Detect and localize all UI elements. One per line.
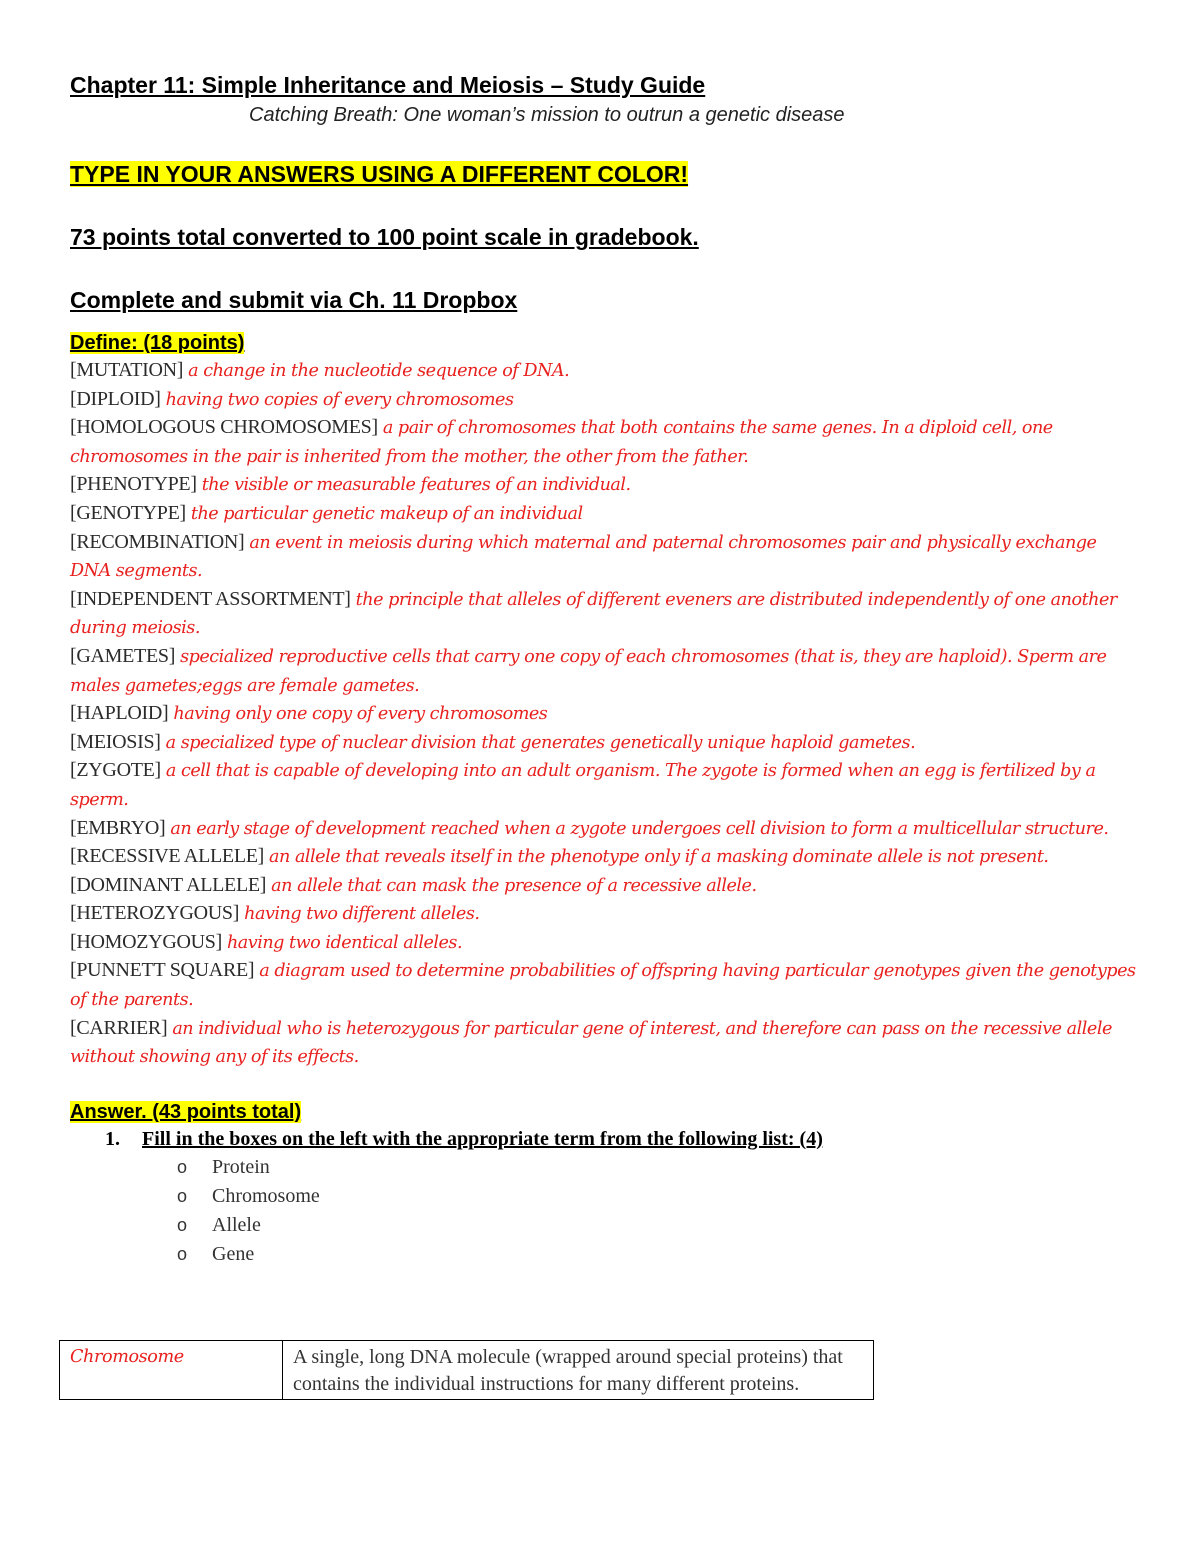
answer-table <box>59 1340 874 1400</box>
define-heading <box>70 330 1140 357</box>
definition-answer: having two different alleles. <box>244 904 480 925</box>
bullet-icon: o <box>177 1185 188 1206</box>
option-label: Chromosome <box>212 1184 320 1207</box>
definition-answer: specialized reproductive cells that carry one copy of each chromosomes (that is, they are haploid). Sperm are males gametes;eggs are female gametes. <box>70 646 1107 696</box>
definition-item <box>70 357 1140 386</box>
question-number: 1. <box>105 1127 120 1150</box>
definition-answer: a diagram used to determine probabilities of offspring having particular genotypes given the genotypes of the parents. <box>70 961 1136 1011</box>
list-item <box>70 1182 1140 1211</box>
option-label: Allele <box>212 1213 261 1236</box>
definition-item <box>70 757 1140 814</box>
document-page <box>70 70 1140 1269</box>
points-note: 73 points total converted to 100 point scale in gradebook. <box>70 224 699 250</box>
definition-term: [GAMETES] <box>70 644 176 667</box>
definition-term: [RECOMBINATION] <box>70 530 245 553</box>
definition-item <box>70 414 1140 471</box>
definition-term: [DOMINANT ALLELE] <box>70 873 267 896</box>
term-options-list <box>70 1153 1140 1269</box>
definition-item <box>70 900 1140 929</box>
option-label: Gene <box>212 1242 255 1265</box>
define-heading-text: Define: (18 points) <box>70 332 245 354</box>
page-title: Chapter 11: Simple Inheritance and Meiosis – Study Guide <box>70 72 706 98</box>
bullet-icon: o <box>177 1214 188 1235</box>
definition-item <box>70 529 1140 586</box>
definition-term: [CARRIER] <box>70 1016 168 1039</box>
definition-answer: the principle that alleles of different eveners are distributed independently of one another during meiosis. <box>70 589 1117 639</box>
definition-item <box>70 815 1140 844</box>
definition-answer: an early stage of development reached when a zygote undergoes cell division to form a multicellular structure. <box>170 818 1109 839</box>
definition-term: [PUNNETT SQUARE] <box>70 959 255 982</box>
definition-answer: a specialized type of nuclear division that generates genetically unique haploid gametes. <box>165 732 916 753</box>
definition-item <box>70 957 1140 1014</box>
definition-answer: a cell that is capable of developing into an adult organism. The zygote is formed when an egg is fertilized by a sperm. <box>70 761 1096 810</box>
definition-term: [HOMOZYGOUS] <box>70 930 222 953</box>
definition-term: [HETEROZYGOUS] <box>70 902 240 925</box>
definition-answer: an individual who is heterozygous for particular gene of interest, and therefore can pass on the recessive allele without showing any of its effects. <box>70 1018 1112 1068</box>
bullet-icon: o <box>177 1243 188 1264</box>
definition-term: [HAPLOID] <box>70 702 169 725</box>
instruction-banner <box>70 159 1140 189</box>
definition-answer: an event in meiosis during which maternal and paternal chromosomes pair and physically exchange DNA segments. <box>70 532 1097 582</box>
definition-answer: a pair of chromosomes that both contains the same genes. In a diploid cell, one chromosomes in the pair is inherited from the mother, the other from the father. <box>70 418 1053 467</box>
definition-term: [HOMOLOGOUS CHROMOSOMES] <box>70 416 378 439</box>
definition-list <box>70 357 1140 1072</box>
definition-answer: an allele that reveals itself in the phenotype only if a masking dominate allele is not present. <box>269 847 1049 868</box>
option-label: Protein <box>212 1155 270 1178</box>
banner-text: TYPE IN YOUR ANSWERS USING A DIFFERENT COLOR! <box>70 161 689 187</box>
answer-cell[interactable]: Chromosome <box>60 1341 283 1400</box>
list-item <box>70 1240 1140 1269</box>
definition-item <box>70 643 1140 700</box>
list-item <box>70 1153 1140 1182</box>
answer-heading-text: Answer. (43 points total) <box>70 1100 302 1123</box>
definition-term: [RECESSIVE ALLELE] <box>70 845 265 868</box>
definition-item <box>70 500 1140 529</box>
definition-term: [DIPLOID] <box>70 387 161 410</box>
list-item <box>70 1211 1140 1240</box>
page-subtitle: Catching Breath: One woman’s mission to outrun a genetic disease <box>249 104 845 126</box>
definition-answer: an allele that can mask the presence of a recessive allele. <box>271 875 757 896</box>
definition-term: [GENOTYPE] <box>70 501 186 524</box>
bullet-icon: o <box>177 1156 188 1177</box>
table-row <box>60 1341 874 1400</box>
submit-note: Complete and submit via Ch. 11 Dropbox <box>70 287 518 313</box>
definition-answer: the visible or measurable features of an individual. <box>201 475 631 496</box>
definition-term: [MEIOSIS] <box>70 730 161 753</box>
definition-item <box>70 929 1140 958</box>
definition-item <box>70 700 1140 729</box>
definition-answer: having two identical alleles. <box>226 932 463 953</box>
definition-item <box>70 872 1140 901</box>
definition-term: [PHENOTYPE] <box>70 473 197 496</box>
definition-answer: having two copies of every chromosomes <box>165 389 514 410</box>
definition-item <box>70 586 1140 643</box>
answer-heading <box>70 1099 1140 1126</box>
definition-term: [MUTATION] <box>70 359 184 381</box>
question-prompt: Fill in the boxes on the left with the appropriate term from the following list: (4) <box>142 1127 823 1150</box>
definition-item <box>70 729 1140 758</box>
definition-item <box>70 1015 1140 1072</box>
definition-answer: the particular genetic makeup of an individual <box>190 503 583 524</box>
definition-item <box>70 843 1140 872</box>
question-1 <box>70 1126 1140 1153</box>
definition-answer: a change in the nucleotide sequence of DNA. <box>188 361 570 381</box>
definition-item <box>70 386 1140 415</box>
definition-term: [ZYGOTE] <box>70 759 161 782</box>
definition-answer: having only one copy of every chromosomes <box>173 704 548 725</box>
definition-item <box>70 471 1140 500</box>
description-cell: A single, long DNA molecule (wrapped around special proteins) that contains the individual instructions for many different proteins. <box>283 1341 874 1400</box>
definition-term: [INDEPENDENT ASSORTMENT] <box>70 587 351 610</box>
definition-term: [EMBRYO] <box>70 816 166 839</box>
